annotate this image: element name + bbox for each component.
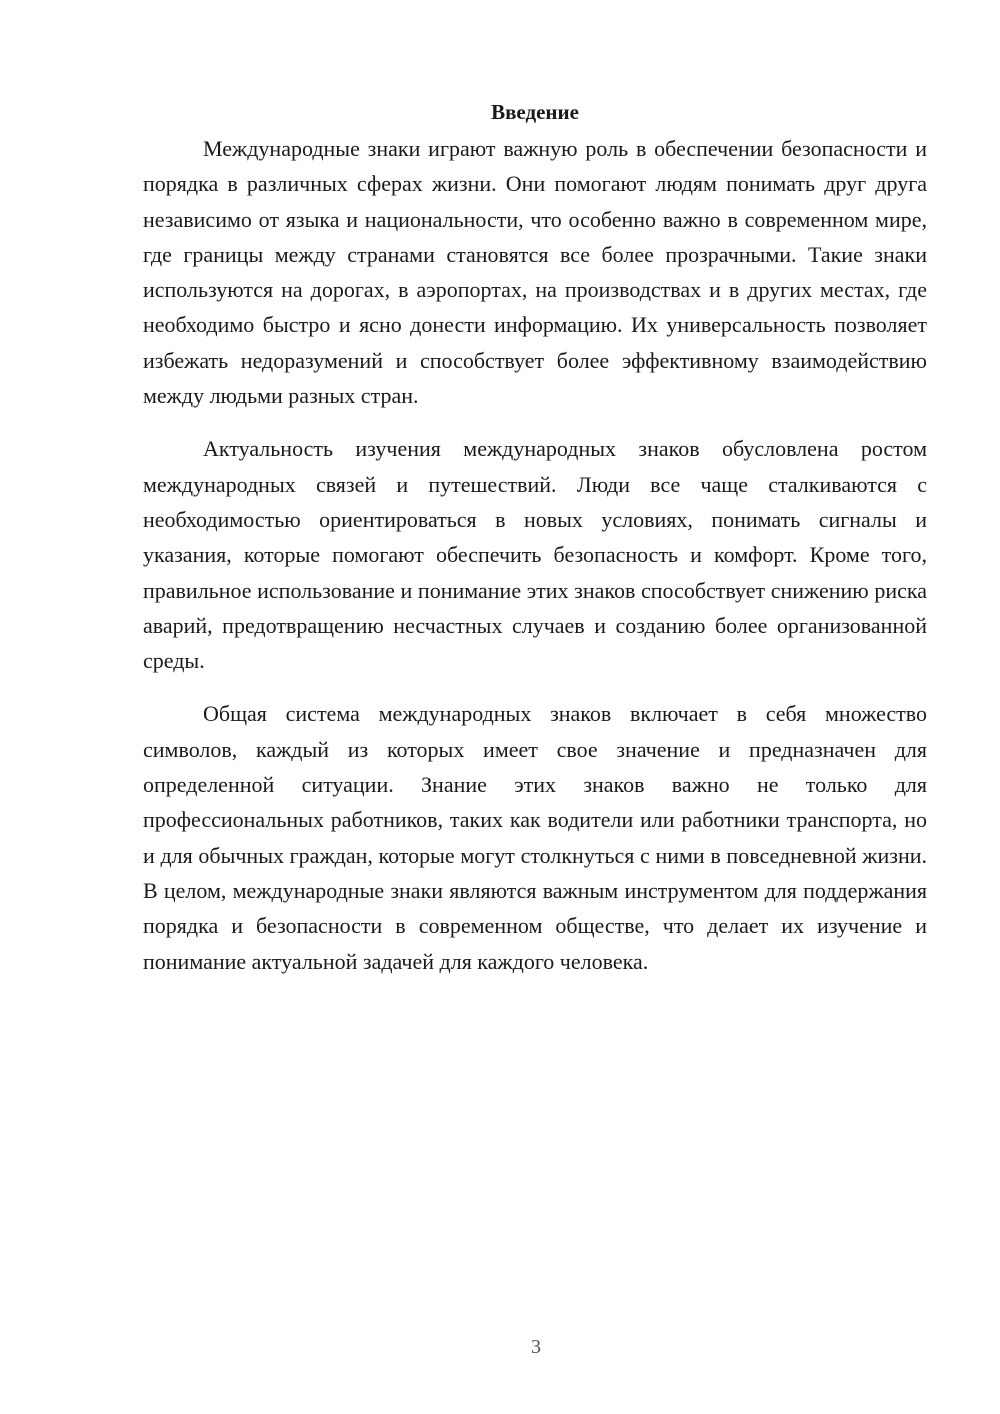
page-content [143,96,927,997]
paragraph-2: Актуальность изучения международных знаков обусловлена ростом международных связей и путешествий. Люди все чаще сталкиваются с необходимостью ориентироваться в новых условиях, понимать сигналы и указания, которые помогают обеспечить безопасность и комфорт. Кроме того, правильное использование и понимание этих знаков способствует снижению риска аварий, предотвращению несчастных случаев и созданию более организованной среды. [143,436,927,674]
paragraph-3: Общая система международных знаков включает в себя множество символов, каждый из которых имеет свое значение и предназначен для определенной ситуации. Знание этих знаков важно не только для профессиональных работников, таких как водители или работники транспорта, но и для обычных граждан, которые могут столкнуться с ними в повседневной жизни. В целом, международные знаки являются важным инструментом для поддержания порядка и безопасности в современном обществе, что делает их изучение и понимание актуальной задачей для каждого человека. [143,701,927,974]
section-title: Введение [491,100,579,124]
paragraph-1: Международные знаки играют важную роль в обеспечении безопасности и порядка в различных сферах жизни. Они помогают людям понимать друг друга независимо от языка и национальности, что особенно важно в современном мире, где границы между странами становятся все более прозрачными. Такие знаки используются на дорогах, в аэропортах, на производствах и в других местах, где необходимо быстро и ясно донести информацию. Их универсальность позволяет избежать недоразумений и способствует более эффективному взаимодействию между людьми разных стран. [143,136,927,409]
page-number: 3 [531,1336,541,1358]
